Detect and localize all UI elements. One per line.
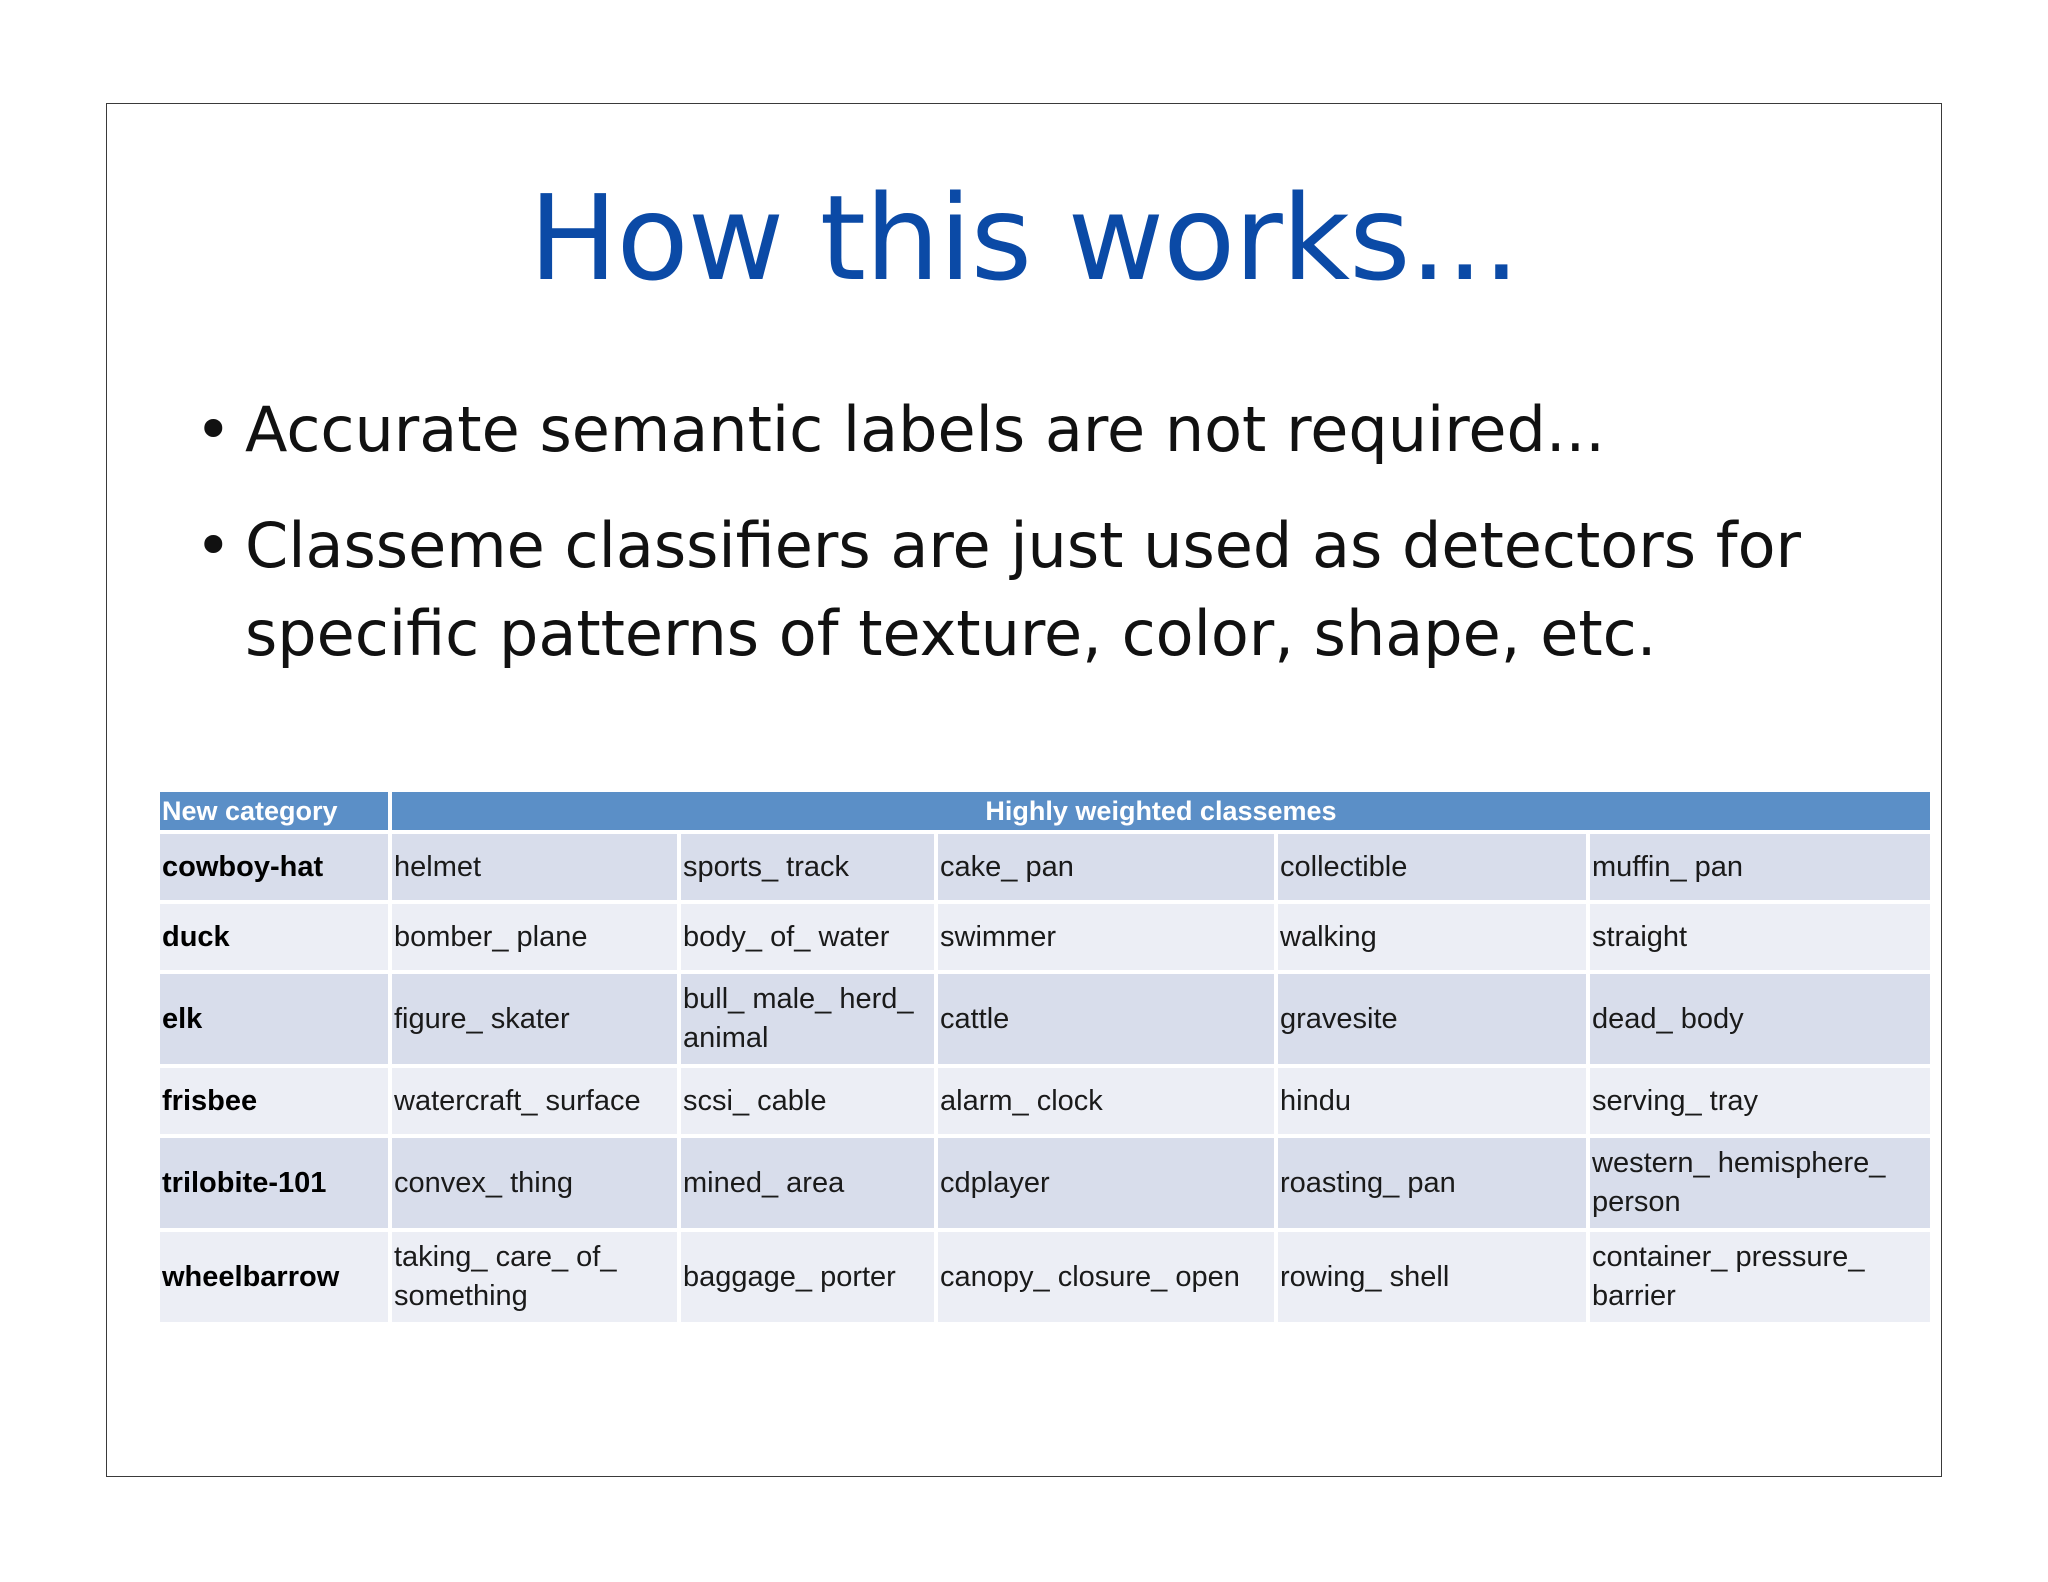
- bullet-marker: •: [195, 393, 232, 466]
- classeme-cell: baggage_ porter: [681, 1232, 934, 1322]
- classeme-cell: cattle: [938, 974, 1274, 1064]
- table-row: [160, 834, 1930, 900]
- classeme-cell: cake_ pan: [938, 834, 1274, 900]
- classeme-cell: muffin_ pan: [1590, 834, 1930, 900]
- classeme-cell: convex_ thing: [392, 1138, 677, 1228]
- bullet-item: [195, 386, 1895, 474]
- classeme-cell: taking_ care_ of_ something: [392, 1232, 677, 1322]
- category-cell: elk: [160, 974, 388, 1064]
- classeme-cell: cdplayer: [938, 1138, 1274, 1228]
- classeme-cell: gravesite: [1278, 974, 1586, 1064]
- slide-title: How this works...: [528, 169, 1520, 307]
- category-cell: frisbee: [160, 1068, 388, 1134]
- table-row: [160, 1138, 1930, 1228]
- bullet-item: [195, 502, 1895, 678]
- header-new-category: New category: [160, 792, 388, 830]
- classeme-cell: watercraft_ surface: [392, 1068, 677, 1134]
- classemes-table: [156, 788, 1934, 1326]
- category-cell: cowboy-hat: [160, 834, 388, 900]
- classeme-cell: container_ pressure_ barrier: [1590, 1232, 1930, 1322]
- classeme-cell: swimmer: [938, 904, 1274, 970]
- classeme-cell: canopy_ closure_ open: [938, 1232, 1274, 1322]
- classeme-cell: alarm_ clock: [938, 1068, 1274, 1134]
- header-highly-weighted-classemes: Highly weighted classemes: [392, 792, 1930, 830]
- table-row: [160, 1232, 1930, 1322]
- classeme-cell: rowing_ shell: [1278, 1232, 1586, 1322]
- bullet-list: [195, 386, 1895, 706]
- classeme-cell: scsi_ cable: [681, 1068, 934, 1134]
- classeme-cell: hindu: [1278, 1068, 1586, 1134]
- table-row: [160, 1068, 1930, 1134]
- classeme-cell: body_ of_ water: [681, 904, 934, 970]
- classeme-cell: bomber_ plane: [392, 904, 677, 970]
- classeme-cell: mined_ area: [681, 1138, 934, 1228]
- classeme-cell: sports_ track: [681, 834, 934, 900]
- classeme-cell: helmet: [392, 834, 677, 900]
- classeme-cell: bull_ male_ herd_ animal: [681, 974, 934, 1064]
- bullet-text: Classeme classifiers are just used as detectors for specific patterns of texture, color, shape, etc.: [245, 509, 1801, 670]
- table-header-row: [160, 792, 1930, 830]
- classeme-cell: walking: [1278, 904, 1586, 970]
- classeme-cell: roasting_ pan: [1278, 1138, 1586, 1228]
- bullet-text: Accurate semantic labels are not required...: [245, 393, 1605, 466]
- category-cell: wheelbarrow: [160, 1232, 388, 1322]
- classeme-cell: straight: [1590, 904, 1930, 970]
- bullet-marker: •: [195, 509, 232, 582]
- classeme-cell: serving_ tray: [1590, 1068, 1930, 1134]
- classeme-cell: dead_ body: [1590, 974, 1930, 1064]
- category-cell: duck: [160, 904, 388, 970]
- classeme-cell: figure_ skater: [392, 974, 677, 1064]
- table-row: [160, 904, 1930, 970]
- classeme-cell: collectible: [1278, 834, 1586, 900]
- classemes-table-container: [160, 788, 1930, 1326]
- classeme-cell: western_ hemisphere_ person: [1590, 1138, 1930, 1228]
- category-cell: trilobite-101: [160, 1138, 388, 1228]
- table-row: [160, 974, 1930, 1064]
